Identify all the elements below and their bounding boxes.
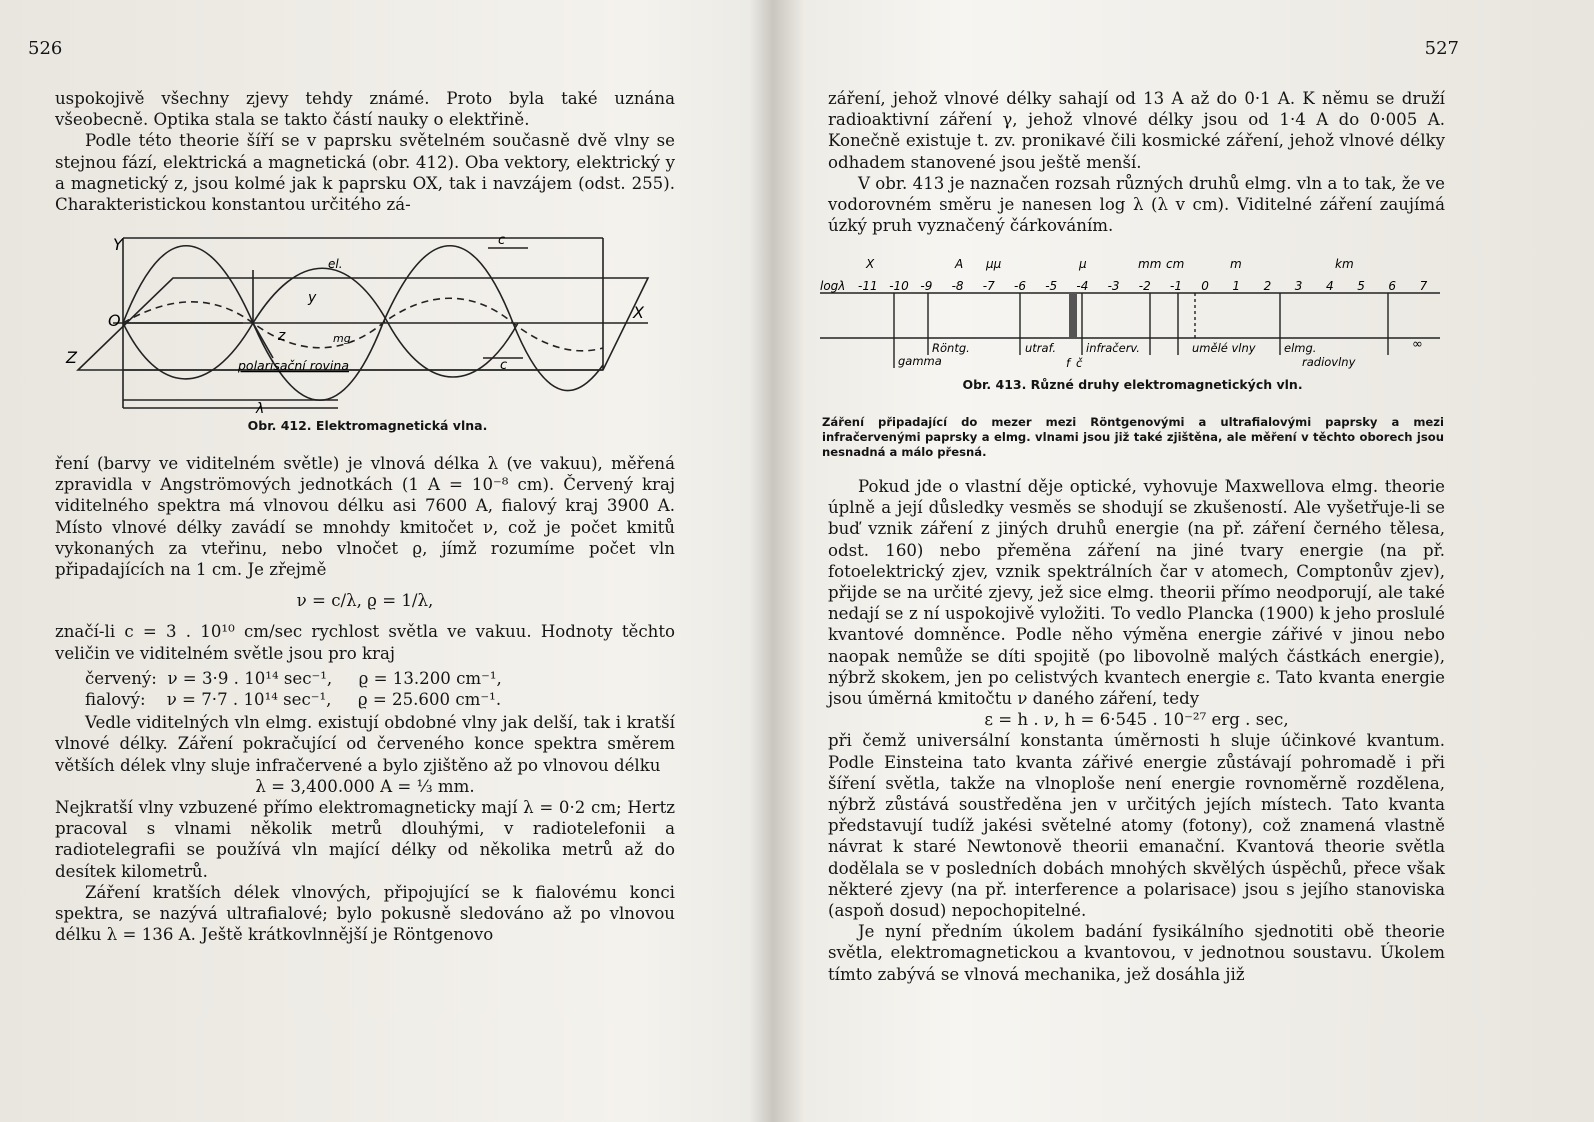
unit-label: X (866, 257, 875, 271)
text-block-top (828, 88, 1445, 236)
tick-label: 6 (1388, 279, 1397, 293)
plane-label: polarisační rovina (238, 358, 349, 373)
tick-label: 2 (1263, 279, 1272, 293)
band-rontgen: Röntg. (932, 341, 970, 355)
x-axis-label: X (633, 303, 644, 322)
tick-label: -7 (982, 279, 995, 293)
band-radio: radiovlny (1302, 355, 1356, 369)
unit-label: km (1335, 257, 1354, 271)
tick-label: 7 (1419, 279, 1428, 293)
tick-label: -6 (1014, 279, 1026, 293)
log-lambda-label: logλ (820, 279, 846, 293)
paragraph: Nejkratší vlny vzbuzené přímo elektromagneticky mají λ = 0·2 cm; Hertz pracoval s vlnami několik metrů dlouhými, v radiotelefonii a radiotelegrafii se používá vln mající délky od několika metrů až do desítek kilometrů. (55, 798, 675, 881)
paragraph: V obr. 413 je naznačen rozsah různých druhů elmg. vln a to tak, že ve vodorovném směru je nanesen log λ (λ v cm). Viditelné záření zaujímá úzký pruh vyznačený čárkováním. (828, 173, 1445, 236)
tick-label: 5 (1357, 279, 1365, 293)
z-vector-label: z (278, 328, 286, 344)
equation: ν = c/λ, ϱ = 1/λ, (296, 591, 434, 611)
z-axis-label: Z (66, 348, 77, 367)
tick-label: -2 (1138, 279, 1151, 293)
band-red: č (1076, 356, 1083, 370)
figure-caption: Obr. 413. Různé druhy elektromagnetických vln. (962, 377, 1303, 392)
page-number: 526 (28, 38, 63, 59)
band-ultraviolet: utraf. (1025, 341, 1057, 355)
el-label: el. (328, 257, 343, 271)
figure-caption: Obr. 412. Elektromagnetická vlna. (247, 418, 488, 433)
unit-label: μ (1079, 257, 1087, 271)
equation: ε = h . ν, h = 6·545 . 10⁻²⁷ erg . sec, (984, 710, 1289, 730)
paragraph: Podle této theorie šíří se v paprsku světelném současně dvě vlny se stejnou fází, elektrická a magnetická (obr. 412). Oba vektory, elektrický y a magnetický z, jsou kolmé jak k paprsku OX, tak i navzájem (odst. 255). Charakteristickou konstantou určitého zá- (55, 131, 675, 215)
paragraph: Je nyní předním úkolem badání fysikálního sjednotiti obě theorie světla, elektromagnetickou a kvantovou, v jednotnou soustavu. Úkolem tímto zabývá se vlnová mechanika, jež dosáhla již (828, 922, 1445, 984)
figure-412 (58, 230, 678, 430)
equation: λ = 3,400.000 A = ⅓ mm. (255, 776, 475, 796)
unit-label: mm (1138, 257, 1162, 271)
lambda-label: λ (256, 401, 265, 417)
unit-label: cm (1166, 257, 1185, 271)
paragraph: ření (barvy ve viditelném světle) je vlnová délka λ (ve vakuu), měřená zpravidla v Angströmových jednotkách (1 A = 10⁻⁸ cm). Červený kraj viditelného spektra má vlnovou délku asi 7600 A, fialový kraj 3900 A. Místo vlnové délky zavádí se mnohdy kmitočet ν, což je počet kmitů vykonaných za vteřinu, nebo vlnočet ϱ, jímž rozumíme počet vln připadajících na 1 cm. Je zřejmě (55, 454, 675, 580)
tick-label: -11 (858, 279, 878, 293)
tick-label: 3 (1294, 279, 1303, 293)
table-row: červený: ν = 3·9 . 10¹⁴ sec⁻¹, ϱ = 13.200 cm⁻¹, (85, 668, 502, 688)
tick-label: -4 (1076, 279, 1089, 293)
tick-label: -5 (1045, 279, 1058, 293)
paragraph: Vedle viditelných vln elmg. existují obdobné vlny jak delší, tak i kratší vlnové délky. Záření pokračující od červeného konce spektra směrem větších délek vlny sluje infračervené a bylo zjištěno až po vlnovou délku (55, 713, 675, 775)
unit-label: A (955, 257, 964, 271)
tick-label: 4 (1326, 279, 1334, 293)
page-number: 527 (1424, 38, 1459, 59)
table-row: fialový: ν = 7·7 . 10¹⁴ sec⁻¹, ϱ = 25.600 cm⁻¹. (85, 690, 502, 710)
band-elmg: elmg. (1284, 341, 1317, 355)
c-top-label: c (498, 233, 506, 248)
figure-413 (820, 255, 1445, 375)
band-violet: f (1066, 356, 1071, 370)
right-page (800, 0, 1594, 1122)
tick-label: 0 (1201, 279, 1209, 293)
text-block-bottom (828, 476, 1445, 985)
paragraph: záření, jehož vlnové délky sahají od 13 A až do 0·1 A. K němu se druží radioaktivní záření γ, jehož vlnové délky jsou od 1·4 A do 0·005 A. Konečně existuje t. zv. pronikavé čili kosmické záření, jehož vlnové délky odhadem stanovené jsou ještě menší. (828, 89, 1445, 172)
paragraph: při čemž universální konstanta úměrnosti h sluje účinkové kvantum. Podle Einsteina tato kvanta zářivé energie zůstávají pohromadě i při šíření světla, takže na vlnoploše není energie rovnoměrně rozdělena, nýbrž zůstává soustředěna jen v určitých jejích místech. Tato kvanta představují tudíž jakési světelné atomy (fotony), což znamená vlastně návrat k staré Newtonově theorii emanační. Kvantová theorie světla dodělala se v posledních dobách mnohých skvělých úspěchů, přece však některé zjevy (na př. interference a polarisace) jsou s jejího stanoviska (aspoň dosud) nepochopitelné. (828, 731, 1445, 921)
paragraph: Pokud jde o vlastní děje optické, vyhovuje Maxwellova elmg. theorie úplně a její důsledky vesměs se shodují se zkušeností. Ale vyšetřuje-li se buď vznik záření z jiných druhů energie (na př. záření černého tělesa, odst. 160) nebo přeměna záření na jiné tvary energie (na př. fotoelektrický zjev, vznik spektrálních čar v atomech, Comptonův zjev), přijde se na určité zjevy, jež sice elmg. theorii přímo neodporují, ale také nedají se z ní uspokojivě vyložiti. To vedlo Plancka (1900) k jeho proslulé kvantové domněnce. Podle něho výměna energie zářivé v jinou nebo naopak nemůže se díti spojitě (po libovolně malých částkách energie), nýbrž skokem, jen po celistvých kvantech energie ε. Tato kvanta energie jsou úměrná kmitočtu ν daného záření, tedy (828, 477, 1445, 709)
tick-label: -9 (920, 279, 933, 293)
left-page (0, 0, 765, 1122)
paragraph: uspokojivě všechny zjevy tehdy známé. Proto byla také uznána všeobecně. Optika stala se takto částí nauky o elektřině. (55, 89, 675, 130)
values-table (85, 668, 675, 710)
origin-label: O (108, 311, 121, 330)
tick-label: -8 (951, 279, 964, 293)
paragraph: značí-li c = 3 . 10¹⁰ cm/sec rychlost světla ve vakuu. Hodnoty těchto veličin ve viditelném světle jsou pro kraj (55, 622, 675, 663)
tick-label: -3 (1107, 279, 1120, 293)
band-infinity: ∞ (1412, 337, 1423, 352)
text-block-top (55, 88, 675, 215)
band-artificial-waves: umělé vlny (1192, 341, 1256, 355)
paragraph: Záření kratších délek vlnových, připojující se k fialovému konci spektra, se nazývá ultrafialové; bylo pokusně sledováno až po vlnovou délku λ = 136 A. Ještě krátkovlnnější je Röntgenovo (55, 882, 675, 945)
unit-label: m (1230, 257, 1242, 271)
y-axis-label: Y (113, 235, 123, 254)
mg-label: mg. (333, 332, 355, 345)
band-gamma: gamma (898, 354, 942, 368)
tick-label: 1 (1232, 279, 1241, 293)
c-bottom-label: c (500, 358, 508, 373)
tick-label: -10 (889, 279, 909, 293)
figure-note: Záření připadající do mezer mezi Röntgenovými a ultrafialovými paprsky a mezi infračervenými paprsky a elmg. vlnami jsou již také zjištěna, ale měření v těchto oborech jsou nesnadná a málo přesná. (822, 415, 1444, 459)
y-vector-label: y (308, 290, 317, 306)
tick-label: -1 (1170, 279, 1182, 293)
band-infrared: infračerv. (1086, 341, 1140, 355)
unit-label: μμ (986, 257, 1002, 271)
text-block-bottom (55, 453, 675, 945)
